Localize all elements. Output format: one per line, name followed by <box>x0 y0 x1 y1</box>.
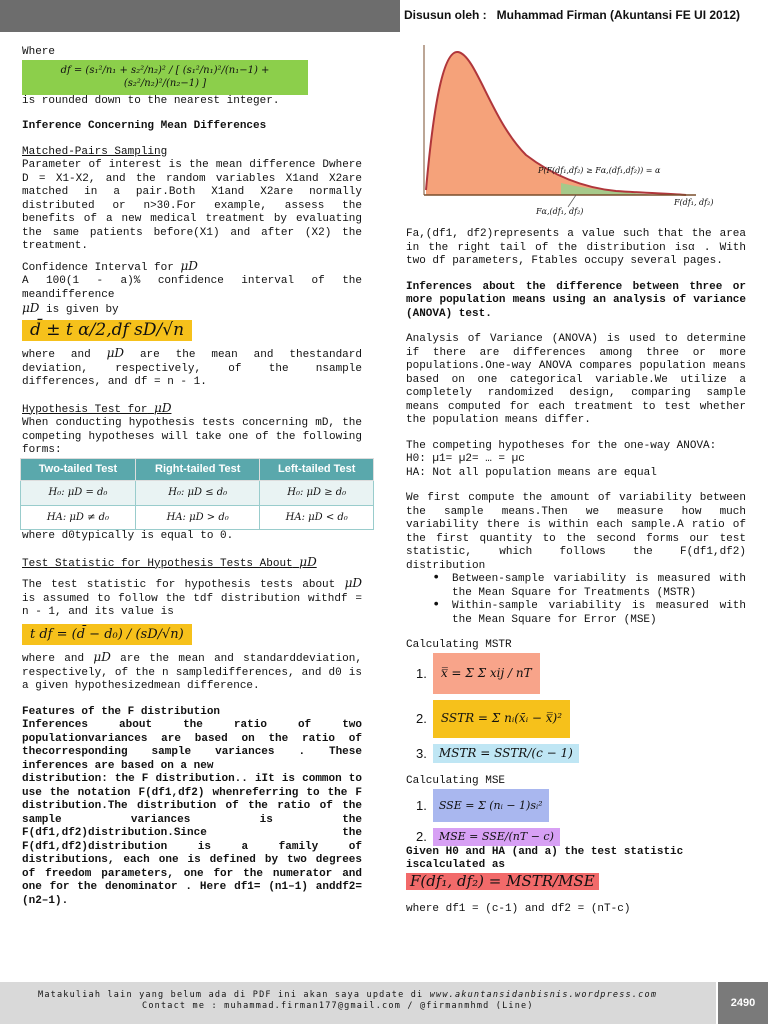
step-number: 2. <box>416 711 427 726</box>
ts-where: where and μD are the mean and standarddeviation, respectively, of the n sampledifferences, and d0 is a given hypothesizedmean difference. <box>22 650 362 692</box>
mstr-step-1 <box>416 653 746 695</box>
step-number: 1. <box>416 797 427 813</box>
chart-critical-marker <box>568 195 576 207</box>
ha-text: HA: Not all population means are equal <box>406 466 657 479</box>
list-item: • Within-sample variability is measured with the Mean Square for Error (MSE) <box>432 600 746 627</box>
author-label: Disusun oleh : <box>404 8 487 22</box>
table-header: Left-tailed Test <box>260 458 374 481</box>
author-line <box>404 8 740 22</box>
table-header-row <box>21 458 374 481</box>
f-text-b: distribution: the F distribution.. iIt is common to use the notation F(df1,df2) whenreferring to the F distribution.The distribution of the ratio of the sample variances is the F(df1,df2)distribution.Since the F(df1,df2)distribution is a family of distributions, each one is defined by two degrees of freedom parameters, one for the numerator and one for the denominator . Here df1= (n1–1) anddf2= (n2–1). <box>22 773 362 907</box>
mse-formula: MSE = SSE/(nT − c) <box>433 828 560 846</box>
where-label: Where <box>22 46 56 58</box>
grand-mean-formula: x̿ = Σ Σ xij / nT <box>433 653 540 695</box>
table-cell: H₀: μD ≥ d₀ <box>260 481 374 506</box>
chart-critical-label: Fα,(df₁, df₂) <box>536 207 584 216</box>
chart-curve-label: F(df₁, df₂) <box>674 198 714 207</box>
table-header: Two-tailed Test <box>21 458 136 481</box>
right-column <box>406 228 746 917</box>
table-header: Right-tailed Test <box>135 458 259 481</box>
mstr-step-2 <box>416 700 746 738</box>
table-cell: H₀: μD ≤ d₀ <box>135 481 259 506</box>
table-cell: H₀: μD = d₀ <box>21 481 136 506</box>
author-name: Muhammad Firman (Akuntansi FE UI 2012) <box>496 8 741 22</box>
header-band <box>0 0 400 32</box>
mstr-step-3 <box>416 744 746 764</box>
f-distribution-chart <box>416 40 716 220</box>
chart-area-label: P(F(df₁,df₂) ≥ Fα,(df₁,df₂)) = α <box>538 166 661 175</box>
footer-url[interactable]: www.akuntansidanbisnis.wordpress.com <box>429 990 658 1000</box>
anova-heading: Inferences about the difference between three or more population means using an analysis of variance (ANOVA) test. <box>406 280 746 320</box>
ts-text: The test statistic for hypothesis tests about μD is assumed to follow the tdf distribution withdf = n - 1, and its value is <box>22 576 362 618</box>
hypothesis-table <box>20 458 374 531</box>
ci-text: A 100(1 - a)% confidence interval of the meandifference <box>22 275 362 301</box>
inference-heading: Inference Concerning Mean Differences <box>22 120 267 132</box>
list-item: • Between-sample variability is measured with the Mean Square for Treatments (MSTR) <box>432 573 746 600</box>
ts-heading-row: Test Statistic for Hypothesis Tests About μD <box>22 554 317 570</box>
left-column <box>22 46 362 908</box>
ci-heading-row <box>22 260 362 276</box>
sstr-formula: SSTR = Σ nᵢ(x̄ᵢ − x̿)² <box>433 700 570 738</box>
rounded-text: is rounded down to the nearest integer. <box>22 94 280 107</box>
table-row <box>21 481 374 506</box>
given-text: Given H0 and HA (and a) the test statistic iscalculated as <box>406 845 684 871</box>
t-formula: t df = (d̄ − d₀) / (sD/√n) <box>22 624 192 646</box>
fa-text: Fa,(df1, df2)represents a value such that the area in the right tail of the distribution isα . With two df parameters, Ftables occupy several pages. <box>406 228 746 267</box>
anova-text: Analysis of Variance (ANOVA) is used to determine if there are differences among three or more populations.One-way ANOVA compares population means based on one categorical variable.We utilize a completely randomized design, comparing sample means computed for each treatment to test whether the population means differ. <box>406 333 746 426</box>
ci-given-row <box>22 302 362 318</box>
competing-text: The competing hypotheses for the one-way ANOVA: <box>406 439 717 452</box>
mstr-heading: Calculating MSTR <box>406 639 512 651</box>
matched-text: Parameter of interest is the mean difference Dwhere D = X1-X2, and the random variables X1and X2are matched in a pair.Both X1and X2are normally distributed or n>30.For example, assess the benefits of a new medical treatment by evaluating the same patients before(X1) and after (X2) the treatment. <box>22 159 362 252</box>
mu-d-symbol: μD <box>180 258 198 273</box>
matched-heading: Matched-Pairs Sampling <box>22 145 168 158</box>
table-cell: HA: μD ≠ d₀ <box>21 505 136 530</box>
df-text: where df1 = (c-1) and df2 = (nT-c) <box>406 903 631 915</box>
ht-heading-row: Hypothesis Test for μD <box>22 400 172 416</box>
step-number: 2. <box>416 829 427 844</box>
ci-heading: Confidence Interval for <box>22 261 174 274</box>
bullet-list <box>432 573 746 627</box>
step-number: 1. <box>416 665 427 681</box>
h0-text: H0: µ1= µ2= … = µc <box>406 453 525 465</box>
page-header <box>0 0 768 32</box>
mu-d-symbol: μD <box>22 301 40 315</box>
ci-formula: d̄ ± t α/2,df sD/√n <box>22 320 192 342</box>
page-footer <box>0 982 768 1024</box>
ts-heading: Test Statistic for Hypothesis Tests About <box>22 557 293 570</box>
f-formula: F(df₁, df₂) = MSTR/MSE <box>406 873 599 891</box>
sse-formula: SSE = Σ (nᵢ − 1)sᵢ² <box>433 789 549 823</box>
footer-line-1: Matakuliah lain yang belum ada di PDF ini akan saya update di www.akuntansidanbisnis.wordpress.com <box>38 990 658 1000</box>
f-text-a: Inferences about the ratio of two populationvariances are based on the ratio of thecorresponding sample variances . These inferences are based on a new <box>22 719 362 772</box>
d0-text: where d0typically is equal to 0. <box>22 530 234 542</box>
footer-contact: Contact me : muhammad.firman177@gmail.com / @firmanmhmd (Line) <box>142 1001 534 1011</box>
table-cell: HA: μD > d₀ <box>135 505 259 530</box>
mse-step-2 <box>416 828 746 846</box>
mse-step-1 <box>416 789 746 823</box>
mstr-formula: MSTR = SSTR/(c − 1) <box>433 744 579 764</box>
step-number: 3. <box>416 745 427 761</box>
df-formula: df = (s₁²/n₁ + s₂²/n₂)² / [ (s₁²/n₁)²/(n₁−1) + (s₂²/n₂)²/(n₂−1) ] <box>22 60 308 95</box>
table-cell: HA: μD < d₀ <box>260 505 374 530</box>
page-number: 2490 <box>718 982 768 1024</box>
f-heading: Features of the F distribution <box>22 705 221 718</box>
ci-where: where and μD are the mean and thestandard deviation, respectively, of the nsample differences, and df = n - 1. <box>22 346 362 388</box>
ht-heading: Hypothesis Test for <box>22 403 148 416</box>
mse-heading: Calculating MSE <box>406 775 506 787</box>
ht-text: When conducting hypothesis tests concerning mD, the competing hypotheses will take one of the following forms: <box>22 417 362 456</box>
variability-text: We first compute the amount of variability between the sample means.Then we measure how much variability there is within each sample.A ratio of the first quantity to the second forms our test statistic, which follows the F(df1,df2) distribution <box>406 492 746 572</box>
ci-given: is given by <box>46 304 119 316</box>
table-row <box>21 505 374 530</box>
